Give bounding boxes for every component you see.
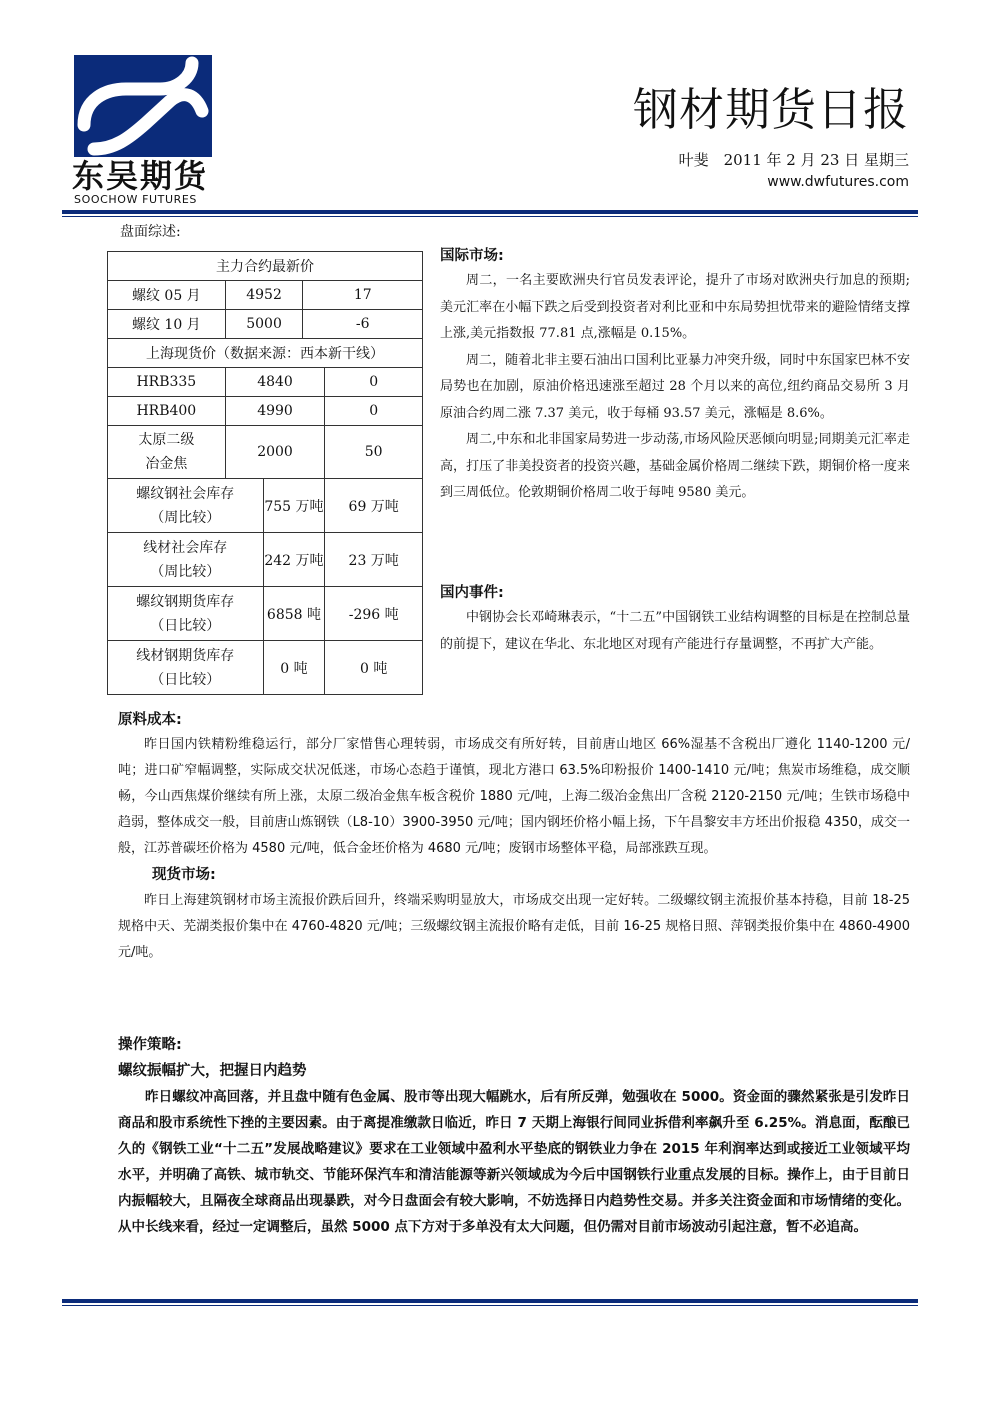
website-link[interactable]: www.dwfutures.com [767,174,909,190]
stock-value: 6858 吨 [263,587,325,641]
coke-change: 50 [325,426,423,479]
stock-name-line2: （周比较） [150,509,221,526]
header-rule-thick [62,210,918,214]
contract-price: 5000 [225,310,303,339]
table-row [108,397,423,426]
spot-change: 0 [325,368,423,397]
stock-name-line2: （日比较） [150,671,221,688]
contract-price: 4952 [225,281,303,310]
coke-name-line1: 太原二级 [138,432,195,448]
coke-price: 2000 [225,426,325,479]
main-contract-title: 主力合约最新价 [108,252,423,281]
stock-change: -296 吨 [325,587,423,641]
contract-change: -6 [303,310,423,339]
international-paragraph-1: 周二，一名主要欧洲央行官员发表评论，提升了市场对欧洲央行加息的预期;美元汇率在小幅下跌之后受到投资者对利比亚和中东局势担忧带来的避险情绪支撑上涨,美元指数报 77.81 点,涨幅是 0.15%。 [440,273,910,341]
contract-name: 螺纹 10 月 [108,310,226,339]
stock-change: 0 吨 [325,641,423,695]
table-row [108,641,423,695]
stock-change: 69 万吨 [325,479,423,533]
table-row [108,368,423,397]
stock-value: 0 吨 [263,641,325,695]
strategy-subheading: 螺纹振幅扩大，把握日内趋势 [118,1063,307,1079]
raw-material-paragraph: 昨日国内铁精粉维稳运行，部分厂家惜售心理转弱，市场成交有所好转，目前唐山地区 66%湿基不含税出厂遵化 1140-1200 元/吨；进口矿窄幅调整，实际成交状况低迷，市场心态趋于谨慎，现北方港口 63.5%印粉报价 1400-1410 元/吨；焦炭市场维稳，成交顺畅，今山西焦煤价继续有所上涨，太原二级冶金焦车板含税价 1880 元/吨，上海二级冶金焦出厂含税 2120-2150 元/吨；生铁市场稳中趋弱，整体成交一般，目前唐山炼钢铁（L8-10）3900-3950 元/吨；国内钢坯价格小幅上扬，下午昌黎安丰方坯出价报稳 4350，成交一般，江苏普碳坯价格为 4580 元/吨，低合金坯价格为 4680 元/吨；废钢市场整体平稳，局部涨跌互现。 [118,737,910,856]
stock-name-line2: （周比较） [150,563,221,580]
coke-name [108,426,226,479]
spot-market-paragraph: 昨日上海建筑钢材市场主流报价跌后回升，终端采购明显放大，市场成交出现一定好转。二级螺纹钢主流报价基本持稳，目前 18-25 规格中天、芜湖类报价集中在 4760-4820 元/吨；三级螺纹钢主流报价略有走低，目前 16-25 规格日照、萍钢类报价集中在 4860-4900 元/吨。 [118,893,910,960]
international-heading: 国际市场: [440,248,504,264]
stock-value: 242 万吨 [263,533,325,587]
table-row [108,426,423,479]
strategy-paragraph: 昨日螺纹冲高回落，并且盘中随有色金属、股市等出现大幅跳水，后有所反弹，勉强收在 5000。资金面的骤然紧张是引发昨日商品和股市系统性下挫的主要因素。由于离提准缴款日临近，昨日 7 天期上海银行间同业拆借利率飙升至 6.25%。消息面，酝酿已久的《钢铁工业“十二五”发展战略建议》要求在工业领域中盈利水平垫底的钢铁业力争在 2015 年利润率达到或接近工业领域平均水平，并明确了高铁、城市轨交、节能环保汽车和清洁能源等新兴领域成为今后中国钢铁行业重点发展的目标。操作上，由于目前日内振幅较大，且隔夜全球商品出现暴跌，对今日盘面会有较大影响，不妨选择日内趋势性交易。并多关注资金面和市场情绪的变化。从中长线来看，经过一定调整后，虽然 5000 点下方对于多单没有太大问题，但仍需对目前市场波动引起注意，暂不必追高。 [118,1089,910,1235]
stock-name [108,641,264,695]
table-row [108,310,423,339]
domestic-section [440,581,910,658]
report-title: 钢材期货日报 [632,83,909,136]
coke-name-line2: 冶金焦 [145,456,188,472]
contract-change: 17 [303,281,423,310]
international-paragraph-2: 周二，随着北非主要石油出口国利比亚暴力冲突升级，同时中东国家巴林不安局势也在加剧，原油价格迅速涨至超过 28 个月以来的高位,纽约商品交易所 3 月原油合约周二涨 7.37 美元，收于每桶 93.57 美元，涨幅是 8.6%。 [440,352,910,421]
spot-change: 0 [325,397,423,426]
contract-name: 螺纹 05 月 [108,281,226,310]
stock-name-line1: 线材社会库存 [143,539,228,556]
domestic-heading: 国内事件: [440,585,504,601]
stock-value: 755 万吨 [263,479,325,533]
spot-price-title: 上海现货价（数据来源：西本新干线） [108,339,423,368]
stock-name-line1: 螺纹钢期货库存 [136,593,235,610]
table-row [108,587,423,641]
raw-material-heading: 原料成本: [118,712,182,728]
stock-change: 23 万吨 [325,533,423,587]
strategy-heading: 操作策略: [118,1037,182,1053]
stock-name [108,587,264,641]
footer-rule-thin [62,1305,918,1306]
overview-label: 盘面综述: [120,224,181,240]
stock-name-line1: 螺纹钢社会库存 [136,485,235,502]
spot-grade: HRB335 [108,368,226,397]
logo-chinese-name: 东吴期货 [72,157,209,195]
header-rule-thin [62,216,918,217]
table-row [108,339,423,368]
stock-name [108,533,264,587]
domestic-paragraph: 中钢协会长邓崎琳表示，“十二五”中国钢铁工业结构调整的目标是在控制总量的前提下，建议在华北、东北地区对现有产能进行存量调整，不再扩大产能。 [440,610,910,652]
stock-name-line2: （日比较） [150,617,221,634]
raw-material-section [118,708,910,966]
spot-grade: HRB400 [108,397,226,426]
table-row [108,281,423,310]
author-date: 叶斐 2011 年 2 月 23 日 星期三 [678,151,909,169]
spot-market-heading: 现货市场: [152,867,216,883]
stock-name-line1: 线材钢期货库存 [136,647,235,664]
table-row [108,479,423,533]
stock-name [108,479,264,533]
table-row [108,533,423,587]
spot-price: 4990 [225,397,325,426]
footer-rule-thick [62,1299,918,1303]
international-paragraph-3: 周二,中东和北非国家局势进一步动荡,市场风险厌恶倾向明显;同期美元汇率走高，打压了非美投资者的投资兴趣，基础金属价格周二继续下跌，期铜价格一度来到三周低位。伦敦期铜价格周二收于每吨 9580 美元。 [440,432,910,500]
spot-price: 4840 [225,368,325,397]
market-data-table [107,251,423,695]
strategy-section [118,1032,910,1240]
logo-english-name: SOOCHOW FUTURES [74,193,198,206]
international-section [440,244,910,507]
table-row [108,252,423,281]
soochow-logo-mark [74,55,212,157]
